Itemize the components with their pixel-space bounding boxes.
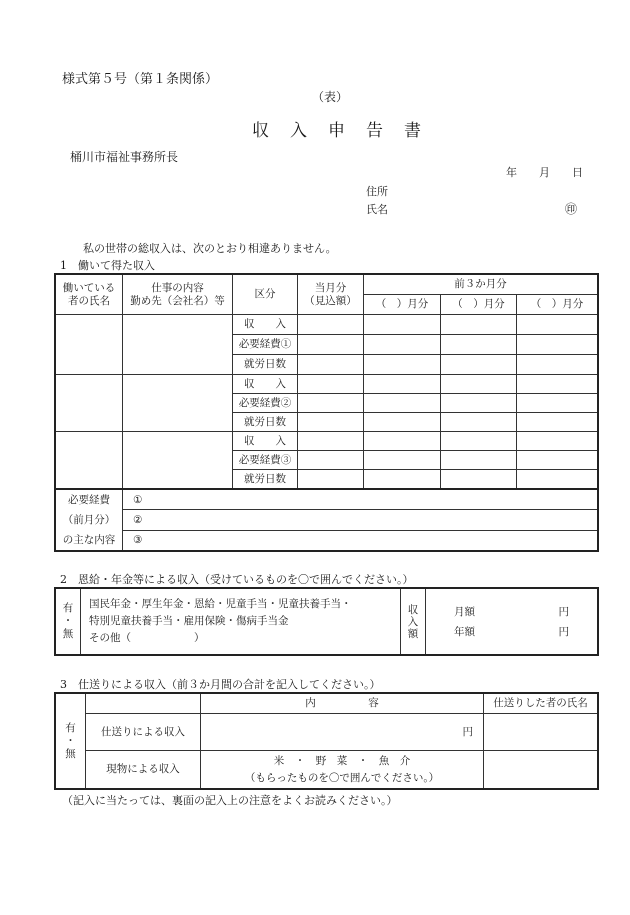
yen-unit: 円	[558, 625, 569, 638]
table-cell[interactable]	[517, 355, 598, 375]
table-cell[interactable]	[298, 470, 364, 489]
intro-text: 私の世帯の総収入は、次のとおり相違ありません。	[83, 242, 337, 255]
table-cell[interactable]	[517, 432, 598, 451]
sender-cell[interactable]	[484, 714, 598, 751]
content-header: 内 容	[201, 694, 484, 714]
job-cell[interactable]	[123, 375, 233, 432]
worker-name-cell[interactable]	[56, 375, 123, 432]
prev-three-months-header: 前３か月分	[364, 275, 598, 295]
table-cell[interactable]	[441, 355, 517, 375]
table-cell[interactable]	[298, 413, 364, 432]
table-cell[interactable]	[364, 432, 441, 451]
expense-details-table	[55, 489, 598, 551]
table-cell[interactable]	[517, 375, 598, 394]
table-cell[interactable]	[441, 413, 517, 432]
form-number: 様式第５号（第１条関係）	[62, 72, 219, 87]
table-cell[interactable]	[517, 335, 598, 355]
table-cell[interactable]	[298, 375, 364, 394]
table-cell[interactable]	[364, 413, 441, 432]
job-header: 仕事の内容 勤め先（会社名）等	[123, 275, 233, 315]
sender-header: 仕送りした者の氏名	[484, 694, 598, 714]
expense-label: 必要経費②	[233, 394, 298, 413]
income-label: 収 入	[233, 432, 298, 451]
cash-amount-cell[interactable]: 円	[201, 714, 484, 751]
name-label: 氏名	[366, 203, 388, 216]
worker-name-cell[interactable]	[56, 432, 123, 489]
amount-cell[interactable]	[426, 589, 598, 655]
table-cell[interactable]	[517, 315, 598, 335]
table-cell[interactable]	[441, 432, 517, 451]
table-cell[interactable]	[517, 451, 598, 470]
address-label: 住所	[366, 185, 388, 198]
expense-label: 必要経費①	[233, 335, 298, 355]
category-header: 区分	[233, 275, 298, 315]
expense-label: 必要経費③	[233, 451, 298, 470]
pension-table	[55, 588, 598, 655]
table-cell[interactable]	[364, 394, 441, 413]
goods-cell[interactable]: 米 ・ 野 菜 ・ 魚 介 （もらったものを〇で囲んでください。）	[201, 751, 484, 789]
job-cell[interactable]	[123, 432, 233, 489]
table-cell[interactable]	[298, 394, 364, 413]
table-cell[interactable]	[441, 451, 517, 470]
table-cell[interactable]	[364, 315, 441, 335]
workdays-label: 就労日数	[233, 355, 298, 375]
earned-income-table	[55, 274, 598, 489]
footnote: （記入に当たっては、裏面の記入上の注意をよくお読みください。）	[62, 794, 398, 807]
section3-heading: 3 仕送りによる収入（前３か月間の合計を記入してください。）	[60, 678, 381, 691]
amount-label: 収 入 額	[401, 589, 426, 655]
month-2-header: （ ）月分	[441, 295, 517, 315]
current-month-header: 当月分 （見込額）	[298, 275, 364, 315]
table-cell[interactable]	[364, 335, 441, 355]
expense-detail-2[interactable]: ②	[123, 510, 598, 530]
expense-detail-3[interactable]: ③	[123, 530, 598, 550]
monthly-label: 月額	[454, 605, 475, 618]
table-cell[interactable]	[517, 394, 598, 413]
table-cell[interactable]	[441, 394, 517, 413]
seal-mark: ㊞	[565, 202, 578, 216]
table-cell[interactable]	[441, 315, 517, 335]
table-cell[interactable]	[364, 470, 441, 489]
yen-unit: 円	[558, 605, 569, 618]
table-cell[interactable]	[298, 432, 364, 451]
workdays-label: 就労日数	[233, 470, 298, 489]
table-cell[interactable]	[517, 413, 598, 432]
workdays-label: 就労日数	[233, 413, 298, 432]
section1-heading: 1 働いて得た収入	[60, 259, 155, 272]
page-title: 収 入 申 告 書	[252, 121, 423, 141]
table-cell[interactable]	[364, 375, 441, 394]
section2-heading: 2 恩給・年金等による収入（受けているものを〇で囲んでください。）	[60, 573, 414, 586]
table-cell[interactable]	[364, 355, 441, 375]
in-kind-label: 現物による収入	[86, 751, 201, 789]
yearly-label: 年額	[454, 625, 475, 638]
table-cell[interactable]	[441, 470, 517, 489]
remittance-table	[55, 693, 598, 789]
table-cell[interactable]	[298, 335, 364, 355]
addressee: 桶川市福祉事務所長	[70, 150, 179, 164]
expense-details-label: 必要経費 （前月分） の主な内容	[56, 490, 123, 551]
income-label: 収 入	[233, 375, 298, 394]
worker-name-cell[interactable]	[56, 315, 123, 375]
table-cell[interactable]	[517, 470, 598, 489]
blank-header	[86, 694, 201, 714]
date-line: 年 月 日	[506, 166, 583, 179]
cash-remittance-label: 仕送りによる収入	[86, 714, 201, 751]
job-cell[interactable]	[123, 315, 233, 375]
pension-yes-no[interactable]: 有 ・ 無	[56, 589, 81, 655]
form-side: （表）	[312, 90, 349, 104]
table-cell[interactable]	[298, 451, 364, 470]
pension-types[interactable]: 国民年金・厚生年金・恩給・児童手当・児童扶養手当・ 特別児童扶養手当・雇用保険・傷病手当金 その他（ ）	[81, 589, 401, 655]
month-3-header: （ ）月分	[517, 295, 598, 315]
table-cell[interactable]	[298, 355, 364, 375]
remittance-yes-no[interactable]: 有 ・ 無	[56, 694, 86, 789]
table-cell[interactable]	[298, 315, 364, 335]
income-label: 収 入	[233, 315, 298, 335]
month-1-header: （ ）月分	[364, 295, 441, 315]
table-cell[interactable]	[441, 335, 517, 355]
worker-name-header: 働いている 者の氏名	[56, 275, 123, 315]
expense-detail-1[interactable]: ①	[123, 490, 598, 510]
table-cell[interactable]	[364, 451, 441, 470]
sender-cell[interactable]	[484, 751, 598, 789]
table-cell[interactable]	[441, 375, 517, 394]
